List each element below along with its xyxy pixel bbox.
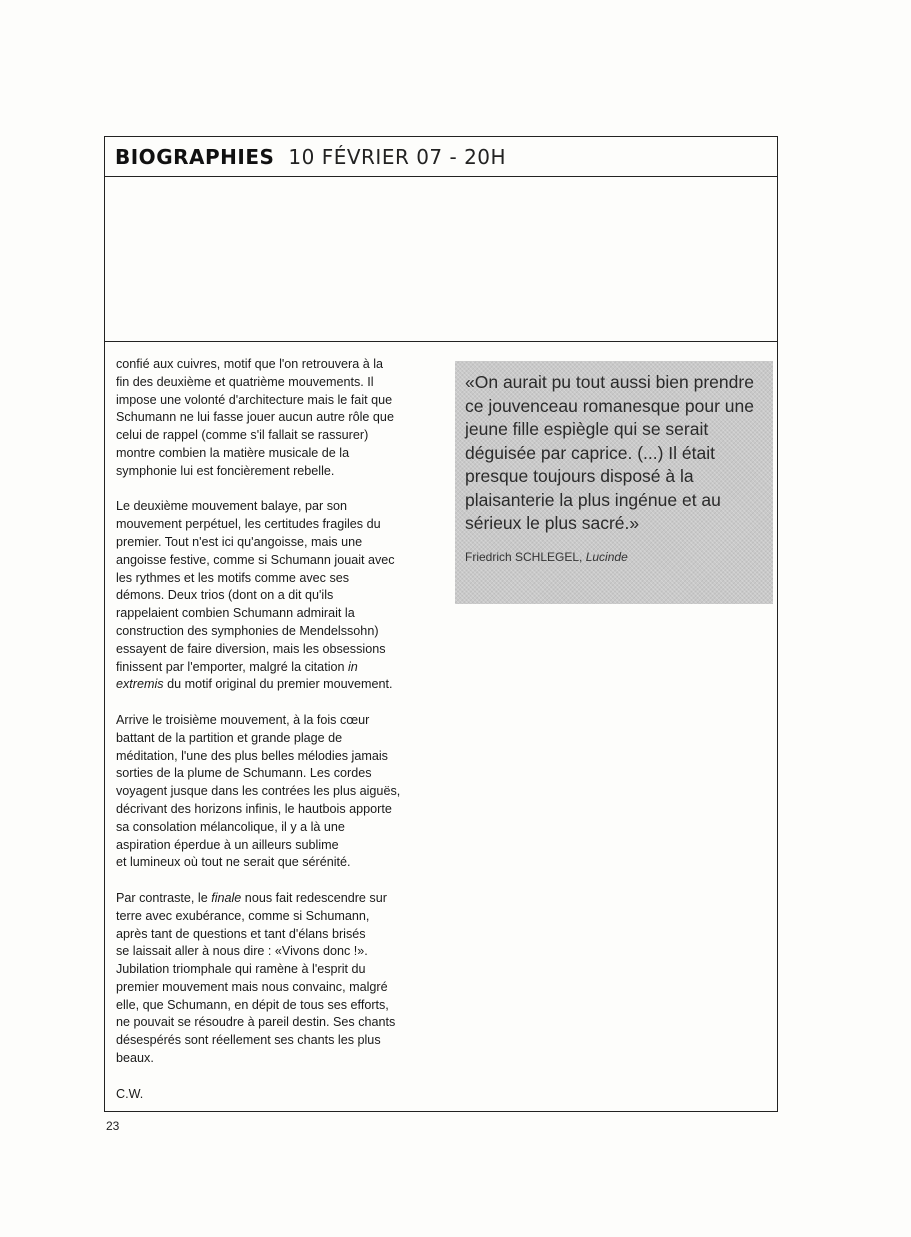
text-line: fin des deuxième et quatrième mouvements. Il — [116, 374, 374, 389]
text-line — [116, 890, 428, 908]
text-line: voyagent jusque dans les contrées les plus aiguës, — [116, 784, 401, 799]
text-line — [116, 676, 428, 694]
italic-extremis: extremis — [116, 677, 164, 692]
text-line: sorties de la plume de Schumann. Les cordes — [116, 766, 372, 781]
author-initials: C.W. — [116, 1086, 144, 1101]
text-line-end: du motif original du premier mouvement. — [167, 677, 393, 692]
quote-author: Friedrich SCHLEGEL, — [465, 549, 586, 564]
paragraph-2 — [116, 498, 428, 694]
text-line: essayent de faire diversion, mais les obsessions — [116, 641, 386, 656]
quote-attribution — [465, 550, 765, 564]
text-line: celui de rappel (comme s'il fallait se rassurer) — [116, 428, 369, 443]
text-line: premier. Tout n'est ici qu'angoisse, mais une — [116, 534, 363, 549]
text-line: montre combien la matière musicale de la — [116, 445, 350, 460]
italic-finale: finale — [211, 890, 242, 905]
text-line: confié aux cuivres, motif que l'on retrouvera à la — [116, 357, 384, 371]
paragraph-1 — [116, 356, 428, 481]
paragraph-4 — [116, 890, 428, 1068]
event-date: 10 FÉVRIER 07 - 20H — [288, 144, 507, 169]
text-line: rappelaient combien Schumann admirait la — [116, 606, 355, 621]
text-line: Arrive le troisième mouvement, à la fois cœur — [116, 712, 370, 727]
quote-text: «On aurait pu tout aussi bien prendre ce jouvenceau romanesque pour une jeune fille espiègle qui se serait déguisée par caprice. (...) Il était presque toujours disposé à la plaisanterie la plus ingénue et au sérieux le plus sacré.» — [465, 372, 754, 533]
text-line: battant de la partition et grande plage de — [116, 730, 343, 745]
page-number: 23 — [106, 1119, 120, 1133]
text-line: désespérés sont réellement ses chants les plus — [116, 1033, 381, 1048]
text-line: ne pouvait se résoudre à pareil destin. Ses chants — [116, 1015, 396, 1030]
text-line: Jubilation triomphale qui ramène à l'esprit du — [116, 962, 366, 977]
text-line: symphonie lui est foncièrement rebelle. — [116, 463, 335, 478]
quote-work: Lucinde — [585, 549, 628, 564]
section-title: BIOGRAPHIES — [115, 144, 275, 169]
page-frame — [104, 136, 778, 1112]
text-line: impose une volonté d'architecture mais le fait que — [116, 392, 393, 407]
text-line: et lumineux où tout ne serait que sérénité. — [116, 855, 351, 870]
text-line — [116, 659, 428, 677]
text-line: démons. Deux trios (dont on a dit qu'ils — [116, 588, 334, 603]
text-line: après tant de questions et tant d'élans brisés — [116, 926, 366, 941]
text-line: terre avec exubérance, comme si Schumann, — [116, 908, 370, 923]
text-line: angoisse festive, comme si Schumann jouait avec — [116, 552, 395, 567]
text-line: construction des symphonies de Mendelssohn) — [116, 623, 379, 638]
paragraph-3 — [116, 712, 428, 872]
text-line: beaux. — [116, 1051, 154, 1066]
text-line: Schumann ne lui fasse jouer aucun autre rôle que — [116, 410, 394, 425]
text-line: aspiration éperdue à un ailleurs sublime — [116, 837, 339, 852]
text-line: elle, que Schumann, en dépit de tous ses efforts, — [116, 997, 389, 1012]
italic-in: in — [348, 659, 358, 674]
text-line: sa consolation mélancolique, il y a là une — [116, 819, 345, 834]
text-line: premier mouvement mais nous convainc, malgré — [116, 979, 388, 994]
text-line-end: nous fait redescendre sur — [241, 890, 387, 905]
text-line: Le deuxième mouvement balaye, par son — [116, 499, 348, 514]
text-line-start: Par contraste, le — [116, 890, 212, 905]
signature — [116, 1086, 428, 1104]
text-line: les rythmes et les motifs comme avec ses — [116, 570, 350, 585]
text-line: décrivant des horizons infinis, le hautbois apporte — [116, 801, 392, 816]
text-line-start: finissent par l'emporter, malgré la citation — [116, 659, 348, 674]
article-body — [116, 356, 428, 1121]
pull-quote — [455, 361, 773, 604]
text-line: mouvement perpétuel, les certitudes fragiles du — [116, 517, 381, 532]
text-line: méditation, l'une des plus belles mélodies jamais — [116, 748, 388, 763]
page-header — [105, 137, 777, 177]
blank-header-area — [105, 177, 777, 342]
text-line: se laissait aller à nous dire : «Vivons donc !». — [116, 944, 368, 959]
